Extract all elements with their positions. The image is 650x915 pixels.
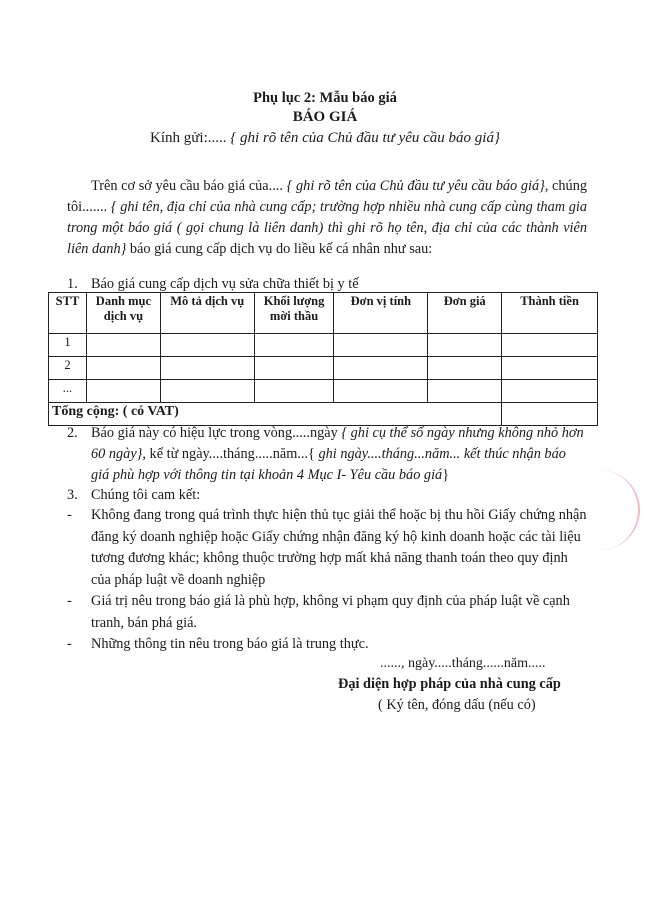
list-item-text: Không đang trong quá trình thực hiện thủ tục giải thể hoặc bị thu hồi Giấy chứng nhận đăng ký doanh nghiệp hoặc Giấy chứng nhận đăng ký hộ kinh doanh hoặc các tài liệu tương đương khác; không thuộc trường hợp mất khả năng thanh toán theo quy định của pháp luật về doanh nghiệp [91,507,587,588]
table-cell [254,380,334,403]
table-cell [254,357,334,380]
list-item-text: Giá trị nêu trong báo giá là phù hợp, không vi phạm quy định của pháp luật về cạnh tranh, bán phá giá. [91,593,570,631]
table-header: STT [49,293,87,334]
section-2 [67,423,587,486]
intro-paragraph [67,176,587,260]
table-cell [428,357,502,380]
quote-table [48,292,598,426]
table-row [49,380,598,403]
list-item-text: Những thông tin nêu trong báo giá là trung thực. [91,636,369,652]
table-cell [160,380,254,403]
table-header: Thành tiền [502,293,598,334]
table-header: Đơn giá [428,293,502,334]
table-cell [86,380,160,403]
table-row [49,334,598,357]
table-row [49,357,598,380]
table-cell [502,380,598,403]
list-item [67,634,587,656]
table-cell [160,357,254,380]
date-line: ......, ngày.....tháng......năm..... [380,656,546,671]
section-1-title: Báo giá cung cấp dịch vụ sửa chữa thiết bị y tế [91,276,359,292]
table-cell [254,334,334,357]
list-item [67,505,587,591]
section-2-text-2: , kể từ ngày....tháng.....năm...{ [142,446,315,462]
appendix-title: Phụ lục 2: Mẫu báo giá [253,90,397,106]
table-cell [86,357,160,380]
table-cell [334,334,428,357]
table-header: Khối lượng mời thầu [254,293,334,334]
intro-text-2: , chúng tôi....... [67,178,587,215]
section-2-text-3: } [442,467,450,483]
table-cell [160,334,254,357]
table-cell [334,357,428,380]
intro-note-2: { ghi tên, địa chỉ của nhà cung cấp; trường hợp nhiều nhà cung cấp cùng tham gia trong một báo giá ( gọi chung là liên danh) thì ghi rõ họ tên, địa chỉ của các thành viên liên danh} [67,199,587,257]
bullet-dash: - [67,636,72,652]
table-header: Danh mục dịch vụ [86,293,160,334]
table-cell [428,334,502,357]
table-total-label: Tổng cộng: ( có VAT) [49,403,502,426]
bullet-dash: - [67,593,72,609]
section-3-heading [67,485,200,506]
table-header: Đơn vị tính [334,293,428,334]
list-item [67,591,587,634]
stamp-edge-mark [598,470,640,550]
table-header: Mô tả dịch vụ [160,293,254,334]
commitment-list [67,505,587,656]
table-cell-stt: 2 [49,357,87,380]
section-2-number: 2. [67,425,78,441]
intro-text-1: Trên cơ sở yêu cầu báo giá của.... [91,178,283,194]
intro-text-3: báo giá cung cấp dịch vụ do liều kế cá nhân như sau: [129,241,433,257]
recipient-note: { ghi rõ tên của Chủ đầu tư yêu cầu báo giá} [230,130,500,146]
bullet-dash: - [67,507,72,523]
section-2-text-1: Báo giá này có hiệu lực trong vòng.....ngày [91,425,338,441]
representative-title: Đại diện hợp pháp của nhà cung cấp [338,676,561,692]
table-cell [86,334,160,357]
document-title: BÁO GIÁ [292,109,358,125]
table-header-row [49,293,598,334]
table-cell-stt: 1 [49,334,87,357]
section-3-title: Chúng tôi cam kết: [91,487,201,503]
table-cell-stt: ... [49,380,87,403]
intro-note-1: { ghi rõ tên của Chủ đầu tư yêu cầu báo giá} [286,178,545,194]
section-3-number: 3. [67,487,78,503]
recipient-line [0,130,650,147]
section-2-note-1: { ghi cụ thể số ngày nhưng không nhỏ hơn 60 ngày} [91,425,584,462]
signature-note: ( Ký tên, đóng dấu (nếu có) [378,697,536,713]
table-cell [502,357,598,380]
table-cell [334,380,428,403]
table-cell [502,334,598,357]
section-2-note-2: ghi ngày....tháng...năm... kết thúc nhận báo giá phù hợp với thông tin tại khoản 4 Mục I- Yêu cầu báo giá [91,446,566,483]
table-cell [428,380,502,403]
recipient-label: Kính gửi:..... [150,130,227,146]
section-1-number: 1. [67,276,78,292]
